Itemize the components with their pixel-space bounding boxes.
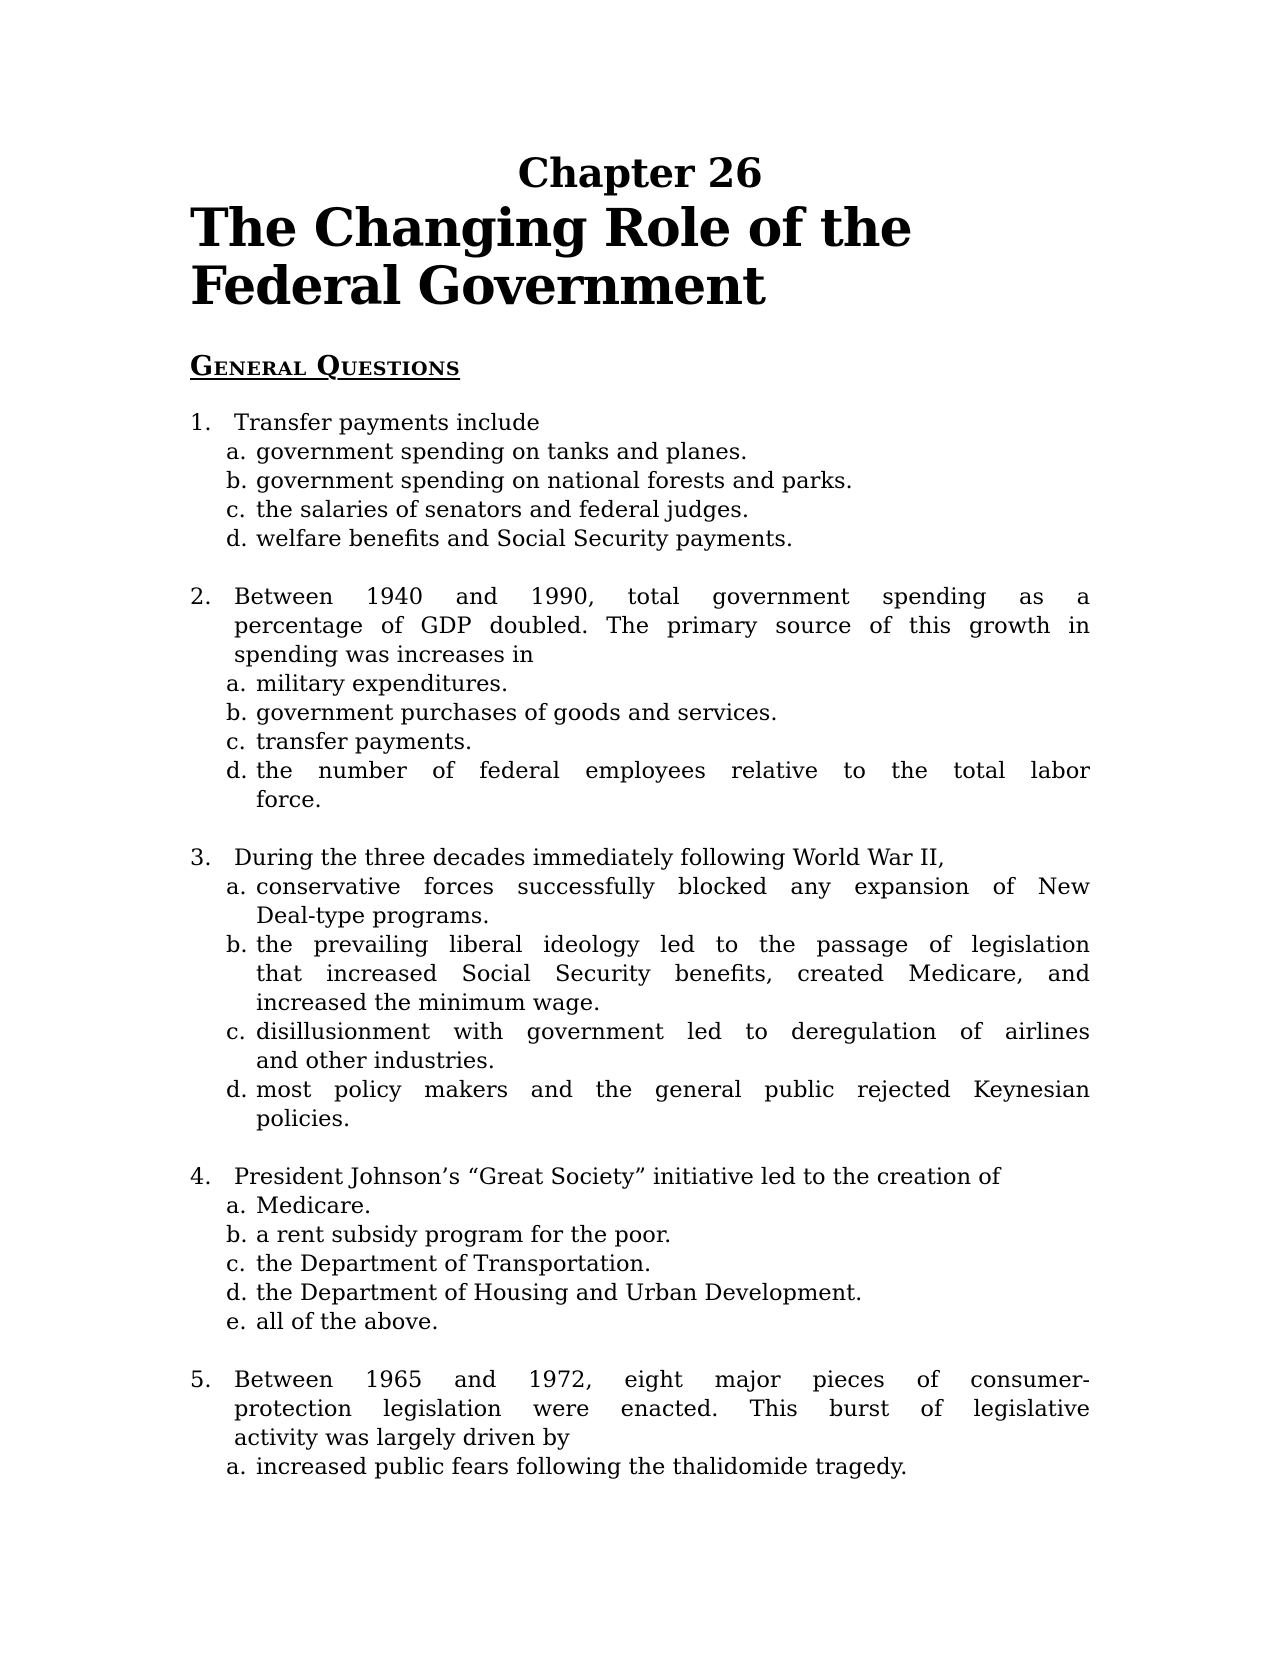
option-letter: a. [226,1454,247,1480]
option-text: disillusionment with government led to deregulation of airlines and other industries. [256,1019,1090,1074]
option-letter: a. [226,1193,247,1219]
question-5 [190,1366,1090,1482]
option-b [226,467,1090,496]
option-letter: c. [226,1251,246,1277]
option-text: transfer payments. [256,729,473,755]
chapter-title: The Changing Role of the Federal Government [190,198,912,317]
option-letter: e. [226,1309,247,1335]
option-text: government spending on national forests and parks. [256,468,853,494]
option-letter: a. [226,874,247,900]
option-text: the prevailing liberal ideology led to the passage of legislation that increased Social Security benefits, created Medicare, and increased the minimum wage. [256,932,1090,1016]
page-content [190,0,1090,1511]
question-stem-row [190,409,1090,438]
option-text: conservative forces successfully blocked any expansion of New Deal-type programs. [256,874,1090,929]
option-letter: b. [226,700,248,726]
option-letter: a. [226,439,247,465]
question-stem-row [190,1366,1090,1453]
question-stem: Between 1940 and 1990, total government spending as a percentage of GDP doubled. The primary source of this growth in spending was increases in [234,584,1090,668]
option-e [226,1308,1090,1337]
question-number: 3. [190,845,212,871]
option-text: the Department of Housing and Urban Development. [256,1280,863,1306]
option-a [226,1453,1090,1482]
option-text: government spending on tanks and planes. [256,439,748,465]
option-letter: b. [226,932,248,958]
question-stem: President Johnson’s “Great Society” initiative led to the creation of [234,1164,1001,1190]
option-a [226,438,1090,467]
option-letter: d. [226,526,248,552]
option-letter: d. [226,1280,248,1306]
section-heading: General Questions [190,351,461,382]
option-d [226,757,1090,815]
question-number: 4. [190,1164,212,1190]
option-letter: b. [226,468,248,494]
chapter-heading: Chapter 26 [517,150,763,197]
option-text: all of the above. [256,1309,439,1335]
question-number: 5. [190,1367,212,1393]
question-number: 1. [190,410,212,436]
option-c [226,1018,1090,1076]
option-letter: c. [226,729,246,755]
question-stem-row [190,1163,1090,1192]
option-list [226,438,1090,554]
option-c [226,728,1090,757]
option-text: the number of federal employees relative to the total labor force. [256,758,1090,813]
option-text: government purchases of goods and services. [256,700,778,726]
option-d [226,525,1090,554]
option-a [226,1192,1090,1221]
option-letter: a. [226,671,247,697]
question-list [190,409,1090,1482]
option-list [226,873,1090,1134]
option-text: the salaries of senators and federal judges. [256,497,750,523]
option-b [226,699,1090,728]
option-text: a rent subsidy program for the poor. [256,1222,672,1248]
option-letter: b. [226,1222,248,1248]
option-b [226,931,1090,1018]
option-letter: d. [226,758,248,784]
option-text: welfare benefits and Social Security payments. [256,526,794,552]
question-number: 2. [190,584,212,610]
option-letter: d. [226,1077,248,1103]
option-d [226,1279,1090,1308]
option-c [226,496,1090,525]
question-3 [190,844,1090,1134]
title-block [190,0,1090,316]
option-letter: c. [226,1019,246,1045]
question-stem: Between 1965 and 1972, eight major pieces of consumer- protection legislation were enacted. This burst of legislative activity was largely driven by [234,1367,1090,1451]
option-text: military expenditures. [256,671,509,697]
question-stem-row [190,844,1090,873]
question-1 [190,409,1090,554]
option-text: increased public fears following the thalidomide tragedy. [256,1454,908,1480]
question-4 [190,1163,1090,1337]
option-c [226,1250,1090,1279]
question-2 [190,583,1090,815]
option-text: most policy makers and the general public rejected Keynesian policies. [256,1077,1090,1132]
option-a [226,873,1090,931]
option-text: the Department of Transportation. [256,1251,652,1277]
question-stem: Transfer payments include [234,410,540,436]
question-stem: During the three decades immediately following World War II, [234,845,945,871]
option-list [226,1453,1090,1482]
option-list [226,670,1090,815]
option-letter: c. [226,497,246,523]
option-a [226,670,1090,699]
option-d [226,1076,1090,1134]
option-text: Medicare. [256,1193,372,1219]
question-stem-row [190,583,1090,670]
option-b [226,1221,1090,1250]
option-list [226,1192,1090,1337]
